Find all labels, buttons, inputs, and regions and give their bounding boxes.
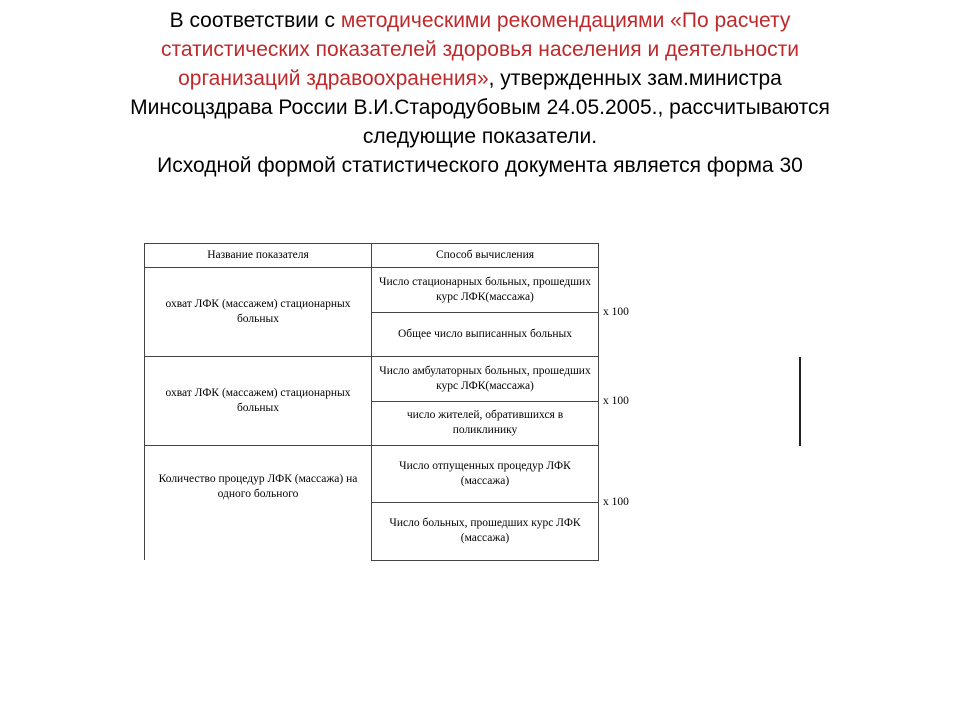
numerator-cell: Число отпущенных процедур ЛФК (массажа) xyxy=(372,446,599,503)
indicators-table-wrap xyxy=(144,243,639,561)
multiplier-label: х 100 xyxy=(603,394,629,407)
table-row xyxy=(145,268,640,313)
title-line-4: Минсоцздрава России В.И.Стародубовым 24.05.2005., рассчитываются xyxy=(130,96,830,119)
multiplier-label: х 100 xyxy=(603,496,629,509)
indicator-name: охват ЛФК (массажем) стационарных больных xyxy=(145,357,372,446)
slide-title xyxy=(40,6,920,180)
title-line-1 xyxy=(40,6,920,35)
indicators-table xyxy=(144,243,639,561)
indicator-name: Количество процедур ЛФК (массажа) на одного больного xyxy=(145,446,372,561)
indicator-name: охват ЛФК (массажем) стационарных больных xyxy=(145,268,372,357)
denominator-cell: Число больных, прошедших курс ЛФК (массажа) xyxy=(372,503,599,560)
header-indicator-name: Название показателя xyxy=(145,244,372,268)
title-line-5: следующие показатели. xyxy=(362,125,598,148)
title-text: , утвержденных зам.министра xyxy=(488,67,782,90)
denominator-cell: Общее число выписанных больных xyxy=(372,312,599,357)
title-line-2 xyxy=(40,35,920,64)
title-highlight: организаций здравоохранения» xyxy=(178,67,489,90)
table-row xyxy=(145,357,640,402)
vertical-divider xyxy=(799,357,801,446)
title-highlight: статистических показателей здоровья населения и деятельности xyxy=(160,38,800,61)
table-row xyxy=(145,446,640,503)
title-highlight: методическими рекомендациями «По расчету xyxy=(340,9,791,32)
table-header-row xyxy=(145,244,640,268)
multiplier-label: х 100 xyxy=(603,305,629,318)
header-calculation-method: Способ вычисления xyxy=(372,244,599,268)
numerator-cell: Число стационарных больных, прошедших курс ЛФК(массажа) xyxy=(372,268,599,313)
title-text: В соответствии с xyxy=(169,9,341,32)
denominator-cell: число жителей, обратившихся в поликлинику xyxy=(372,401,599,446)
title-line-6: Исходной формой статистического документа является форма 30 xyxy=(157,154,803,177)
header-spacer xyxy=(599,244,640,268)
numerator-cell: Число амбулаторных больных, прошедших курс ЛФК(массажа) xyxy=(372,357,599,402)
title-line-3 xyxy=(40,64,920,93)
